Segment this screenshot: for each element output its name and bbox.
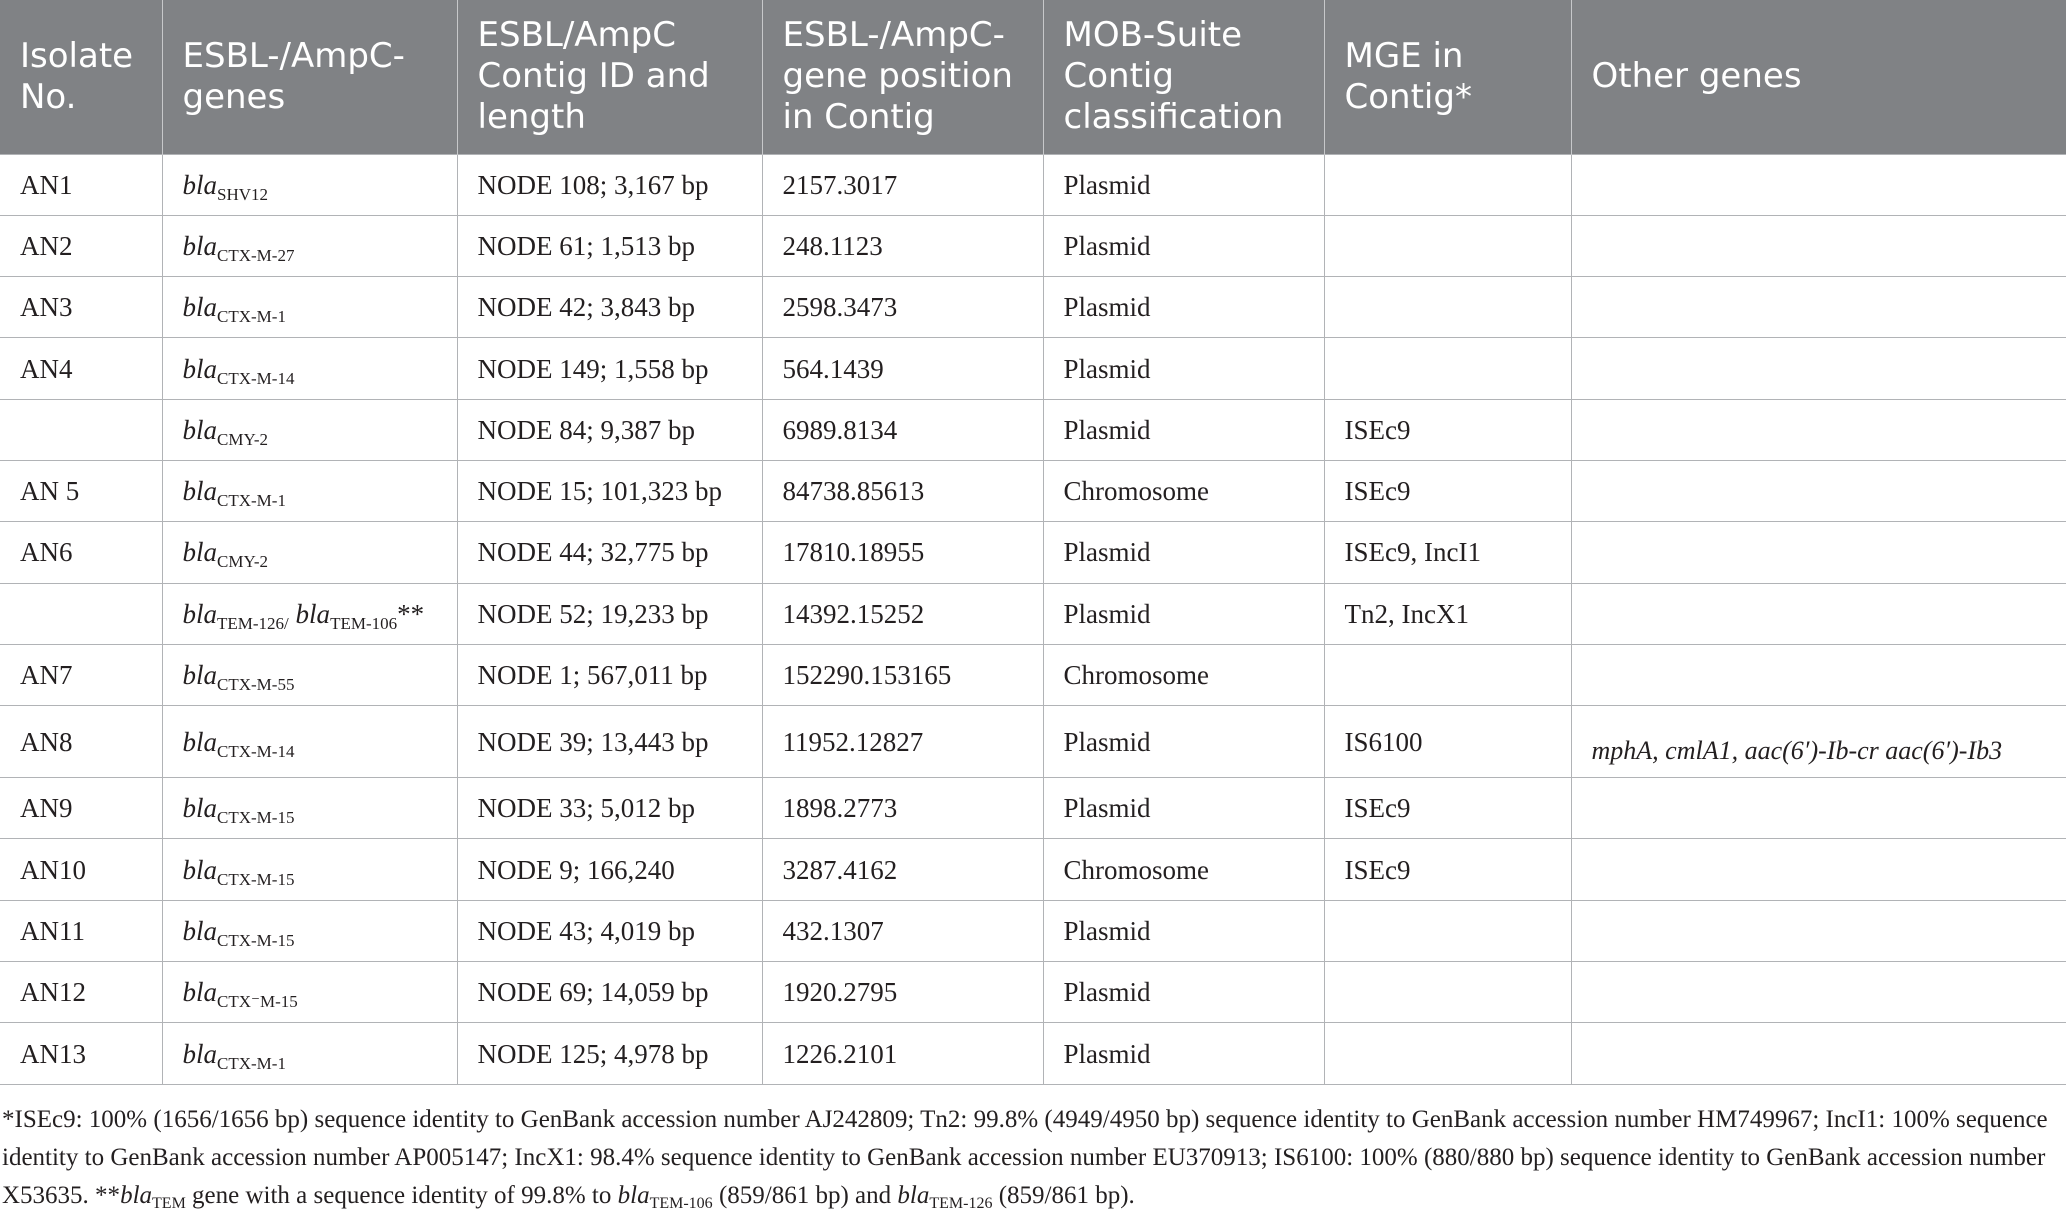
cell-isolate: AN9 bbox=[0, 778, 162, 839]
footnote-gene: bla bbox=[120, 1182, 153, 1209]
cell-position: 152290.153165 bbox=[762, 644, 1043, 705]
cell-gene bbox=[162, 522, 457, 583]
cell-classification: Plasmid bbox=[1043, 706, 1324, 778]
cell-other-genes bbox=[1571, 1023, 2066, 1084]
cell-mge bbox=[1324, 277, 1571, 338]
cell-other-genes bbox=[1571, 839, 2066, 900]
cell-isolate: AN1 bbox=[0, 154, 162, 215]
cell-position: 2598.3473 bbox=[762, 277, 1043, 338]
footnote-text: gene with a sequence identity of 99.8% to bbox=[185, 1182, 618, 1209]
cell-mge bbox=[1324, 962, 1571, 1023]
cell-classification: Chromosome bbox=[1043, 460, 1324, 521]
cell-mge bbox=[1324, 900, 1571, 961]
gene-name: bla bbox=[182, 169, 218, 200]
cell-contig: NODE 84; 9,387 bp bbox=[457, 399, 762, 460]
table-row bbox=[0, 277, 2066, 338]
cell-contig: NODE 125; 4,978 bp bbox=[457, 1023, 762, 1084]
gene-name: bla bbox=[182, 537, 218, 568]
cell-position: 84738.85613 bbox=[762, 460, 1043, 521]
cell-mge: IS6100 bbox=[1324, 706, 1571, 778]
cell-gene bbox=[162, 644, 457, 705]
cell-mge bbox=[1324, 1023, 1571, 1084]
cell-isolate: AN2 bbox=[0, 215, 162, 276]
cell-gene bbox=[162, 778, 457, 839]
footnote-text: (859/861 bp) and bbox=[712, 1182, 898, 1209]
header-position: ESBL-/AmpC-gene position in Contig bbox=[762, 0, 1043, 154]
cell-contig: NODE 15; 101,323 bp bbox=[457, 460, 762, 521]
cell-mge: ISEc9 bbox=[1324, 399, 1571, 460]
cell-contig: NODE 149; 1,558 bp bbox=[457, 338, 762, 399]
cell-gene bbox=[162, 399, 457, 460]
cell-gene bbox=[162, 1023, 457, 1084]
gene-variant: TEM-126/ bbox=[217, 613, 289, 633]
table-row bbox=[0, 583, 2066, 644]
cell-isolate bbox=[0, 583, 162, 644]
header-row bbox=[0, 0, 2066, 154]
cell-classification: Chromosome bbox=[1043, 644, 1324, 705]
gene-variant: CTX-M-15 bbox=[217, 808, 295, 828]
cell-isolate bbox=[0, 399, 162, 460]
gene-name: bla bbox=[182, 414, 218, 445]
footnote-gene: bla bbox=[617, 1182, 650, 1209]
gene-name: bla bbox=[182, 854, 218, 885]
cell-gene bbox=[162, 460, 457, 521]
table-row bbox=[0, 399, 2066, 460]
cell-gene bbox=[162, 583, 457, 644]
cell-other-genes bbox=[1571, 277, 2066, 338]
cell-mge: ISEc9 bbox=[1324, 778, 1571, 839]
gene-name: bla bbox=[182, 726, 218, 757]
gene-variant: CTX-M-55 bbox=[217, 675, 295, 695]
cell-classification: Plasmid bbox=[1043, 583, 1324, 644]
cell-mge bbox=[1324, 644, 1571, 705]
gene-name: bla bbox=[182, 1038, 218, 1069]
gene-variant: CMY-2 bbox=[217, 552, 269, 572]
gene-name: bla bbox=[182, 977, 218, 1008]
table-body bbox=[0, 154, 2066, 1084]
cell-position: 1898.2773 bbox=[762, 778, 1043, 839]
cell-isolate: AN3 bbox=[0, 277, 162, 338]
cell-mge bbox=[1324, 338, 1571, 399]
cell-position: 3287.4162 bbox=[762, 839, 1043, 900]
cell-position: 17810.18955 bbox=[762, 522, 1043, 583]
gene-variant: CTX-M-1 bbox=[217, 307, 286, 327]
table-row bbox=[0, 839, 2066, 900]
cell-classification: Chromosome bbox=[1043, 839, 1324, 900]
table-row bbox=[0, 338, 2066, 399]
cell-position: 1920.2795 bbox=[762, 962, 1043, 1023]
cell-position: 6989.8134 bbox=[762, 399, 1043, 460]
table-row bbox=[0, 154, 2066, 215]
cell-isolate: AN7 bbox=[0, 644, 162, 705]
table-row bbox=[0, 778, 2066, 839]
cell-other-genes bbox=[1571, 460, 2066, 521]
gene-variant: CTX-M-1 bbox=[217, 491, 286, 511]
gene-name: bla bbox=[182, 660, 218, 691]
cell-contig: NODE 52; 19,233 bp bbox=[457, 583, 762, 644]
gene-variant: CTX-M-15 bbox=[217, 930, 295, 950]
cell-isolate: AN12 bbox=[0, 962, 162, 1023]
cell-mge bbox=[1324, 154, 1571, 215]
cell-classification: Plasmid bbox=[1043, 900, 1324, 961]
gene-variant: CTX-M-14 bbox=[217, 741, 295, 761]
table-row bbox=[0, 215, 2066, 276]
cell-contig: NODE 39; 13,443 bp bbox=[457, 706, 762, 778]
cell-mge: ISEc9 bbox=[1324, 839, 1571, 900]
header-genes: ESBL-/AmpC-genes bbox=[162, 0, 457, 154]
cell-position: 2157.3017 bbox=[762, 154, 1043, 215]
cell-isolate: AN6 bbox=[0, 522, 162, 583]
cell-other-genes bbox=[1571, 900, 2066, 961]
cell-gene bbox=[162, 215, 457, 276]
footnote-gene: bla bbox=[897, 1182, 930, 1209]
table-row bbox=[0, 706, 2066, 778]
cell-mge: Tn2, IncX1 bbox=[1324, 583, 1571, 644]
cell-classification: Plasmid bbox=[1043, 778, 1324, 839]
cell-contig: NODE 42; 3,843 bp bbox=[457, 277, 762, 338]
cell-other-genes bbox=[1571, 962, 2066, 1023]
cell-gene bbox=[162, 277, 457, 338]
cell-contig: NODE 61; 1,513 bp bbox=[457, 215, 762, 276]
table-row bbox=[0, 1023, 2066, 1084]
gene-variant: CMY-2 bbox=[217, 429, 269, 449]
gene-variant: TEM-106 bbox=[330, 613, 398, 633]
cell-gene bbox=[162, 900, 457, 961]
gene-variant: SHV12 bbox=[217, 184, 269, 204]
cell-contig: NODE 108; 3,167 bp bbox=[457, 154, 762, 215]
cell-classification: Plasmid bbox=[1043, 962, 1324, 1023]
gene-name: bla bbox=[182, 353, 218, 384]
header-isolate: Isolate No. bbox=[0, 0, 162, 154]
cell-other-genes bbox=[1571, 778, 2066, 839]
cell-classification: Plasmid bbox=[1043, 522, 1324, 583]
table-row bbox=[0, 962, 2066, 1023]
cell-isolate: AN10 bbox=[0, 839, 162, 900]
cell-other-genes bbox=[1571, 644, 2066, 705]
table-row bbox=[0, 644, 2066, 705]
footnote-text: (859/861 bp). bbox=[992, 1182, 1135, 1209]
footnote-gene-sub: TEM bbox=[152, 1195, 186, 1212]
gene-variant: CTX-M-27 bbox=[217, 245, 295, 265]
cell-gene bbox=[162, 706, 457, 778]
cell-classification: Plasmid bbox=[1043, 215, 1324, 276]
table-row bbox=[0, 522, 2066, 583]
gene-variant: CTX-M-1 bbox=[217, 1053, 286, 1073]
cell-gene bbox=[162, 338, 457, 399]
cell-isolate: AN 5 bbox=[0, 460, 162, 521]
cell-contig: NODE 33; 5,012 bp bbox=[457, 778, 762, 839]
cell-mge: ISEc9 bbox=[1324, 460, 1571, 521]
footnote-gene-sub: TEM-106 bbox=[649, 1195, 713, 1212]
gene-name: bla bbox=[182, 230, 218, 261]
cell-isolate: AN11 bbox=[0, 900, 162, 961]
cell-other-genes bbox=[1571, 583, 2066, 644]
gene-name: bla bbox=[182, 598, 218, 629]
cell-position: 11952.12827 bbox=[762, 706, 1043, 778]
gene-name: bla bbox=[295, 598, 331, 629]
gene-footnote-mark: ** bbox=[397, 598, 425, 629]
gene-name: bla bbox=[182, 915, 218, 946]
cell-other-genes bbox=[1571, 215, 2066, 276]
cell-other-genes bbox=[1571, 154, 2066, 215]
cell-other-genes bbox=[1571, 399, 2066, 460]
cell-contig: NODE 44; 32,775 bp bbox=[457, 522, 762, 583]
cell-position: 432.1307 bbox=[762, 900, 1043, 961]
cell-mge bbox=[1324, 215, 1571, 276]
cell-contig: NODE 1; 567,011 bp bbox=[457, 644, 762, 705]
header-contig: ESBL/AmpC Contig ID and length bbox=[457, 0, 762, 154]
footnote-text: *ISEc9: 100% (1656/1656 bp) sequence identity to GenBank accession number AJ242809; Tn2: 99.8% (4949/4950 bp) sequence identity to GenBank accession number HM749967; IncI1: 100% sequence identity to GenBank accession number AP005147; IncX1: 98.4% sequence identity to GenBank accession number EU370913; IS6100: 100% (880/880 bp) sequence identity to GenBank accession number X53635. ** bbox=[2, 1106, 2048, 1209]
cell-classification: Plasmid bbox=[1043, 1023, 1324, 1084]
cell-gene bbox=[162, 839, 457, 900]
table-row bbox=[0, 900, 2066, 961]
gene-name: bla bbox=[182, 292, 218, 323]
cell-other-genes: mphA, cmlA1, aac(6′)-Ib-cr aac(6′)-Ib3 bbox=[1571, 706, 2066, 778]
cell-other-genes bbox=[1571, 338, 2066, 399]
cell-contig: NODE 43; 4,019 bp bbox=[457, 900, 762, 961]
cell-isolate: AN4 bbox=[0, 338, 162, 399]
gene-variant: CTX-M-15 bbox=[217, 869, 295, 889]
gene-variant: CTX⁻M-15 bbox=[217, 992, 298, 1012]
header-mge: MGE in Contig* bbox=[1324, 0, 1571, 154]
cell-classification: Plasmid bbox=[1043, 277, 1324, 338]
gene-name: bla bbox=[182, 793, 218, 824]
table-footnote bbox=[0, 1101, 2066, 1215]
cell-contig: NODE 69; 14,059 bp bbox=[457, 962, 762, 1023]
header-other-genes: Other genes bbox=[1571, 0, 2066, 154]
cell-isolate: AN8 bbox=[0, 706, 162, 778]
gene-variant: CTX-M-14 bbox=[217, 368, 295, 388]
cell-classification: Plasmid bbox=[1043, 399, 1324, 460]
footnote-gene-sub: TEM-126 bbox=[929, 1195, 993, 1212]
cell-position: 1226.2101 bbox=[762, 1023, 1043, 1084]
cell-position: 14392.15252 bbox=[762, 583, 1043, 644]
gene-name: bla bbox=[182, 476, 218, 507]
cell-classification: Plasmid bbox=[1043, 154, 1324, 215]
table-row bbox=[0, 460, 2066, 521]
cell-mge: ISEc9, IncI1 bbox=[1324, 522, 1571, 583]
cell-isolate: AN13 bbox=[0, 1023, 162, 1084]
cell-contig: NODE 9; 166,240 bbox=[457, 839, 762, 900]
cell-position: 248.1123 bbox=[762, 215, 1043, 276]
header-classification: MOB-Suite Contig classification bbox=[1043, 0, 1324, 154]
cell-gene bbox=[162, 154, 457, 215]
cell-other-genes bbox=[1571, 522, 2066, 583]
cell-gene bbox=[162, 962, 457, 1023]
cell-classification: Plasmid bbox=[1043, 338, 1324, 399]
cell-position: 564.1439 bbox=[762, 338, 1043, 399]
